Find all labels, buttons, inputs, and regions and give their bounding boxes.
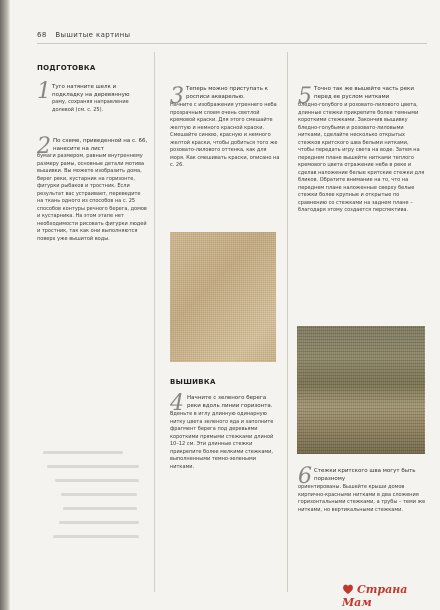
step-5-text: бледно-голубого и розовато-лилового цвета, длинные стежки прикрепите более темными короткими стежками. Закончив вышивку бледно-голубыми и розовато-лиловыми нитками, сделайте несколько открытых стежков критского шва белыми нитками, чтобы передать игру света на воде. Затем на переднем плане вышейте нитками теплого кремового цвета отражение неба в реке и сделав наложение белые критские стежки для бликов. Обратите внимание на то, что на переднем плане наложенные сверху белые стежки более крупные и открытые по сравнению со стежками на заднем плане – благодаря этому создается перспектива. bbox=[298, 102, 425, 213]
step-number-2: 2 bbox=[37, 134, 51, 159]
step-1-lead: Туго натяните шелк и подкладку на деревянную bbox=[52, 84, 130, 98]
step-number-6: 6 bbox=[298, 464, 312, 489]
ghosted-text-block bbox=[37, 445, 145, 555]
step-1-text: раму, сохраняя направление долевой (см. с. 25). bbox=[52, 99, 129, 113]
column-divider-right bbox=[287, 52, 288, 592]
step-4-lead: Начните с зеленого берега реки вдоль линии горизонта. bbox=[187, 395, 273, 409]
step-number-3: 3 bbox=[170, 84, 184, 109]
step-number-5: 5 bbox=[298, 84, 312, 109]
section-title-embroidery: ВЫШИВКА bbox=[170, 378, 216, 386]
step-2-text: бумаги размером, равным внутреннему размеру рамы, основные детали мотива вышивки. Вы можете изобразить дома, берег реки, кустарник на горизонте, фигурки рыбаков и тростник. Если результат вас устраивает, переведите на ткань одного из способов на с. 25 способов контуры речного берега, домов и кустарника. На этом этапе нет необходимости рисовать фигурки людей и тростник, так как они выполняются поверх уже вышитой воды. bbox=[37, 153, 147, 242]
running-head-title: Вышитые картины bbox=[55, 31, 131, 39]
page-number: 68 bbox=[37, 31, 47, 39]
step-3-lead: Теперь можно приступать к росписи акварелью. bbox=[186, 86, 269, 100]
step-3-text: Начните с изображения утреннего неба прозрачным слоем очень светлой кремовой краски. Для этого смешайте желтую и немного красной краски. Смешайте синюю, красную и немного желтой краски, чтобы добиться того же розовато-лилового оттенка, как для моря. Как смешивать краски, описано на с. 26. bbox=[170, 102, 280, 168]
step-2-lead: По схеме, приведенной на с. 66, нанесите на лист bbox=[53, 138, 148, 152]
column-divider-left bbox=[154, 52, 155, 592]
header-divider bbox=[37, 43, 427, 44]
heart-logo-icon bbox=[342, 583, 354, 595]
watermark-text: Страна Мам bbox=[342, 583, 408, 609]
running-head bbox=[37, 31, 130, 39]
step-4-text: Вденьте в иглу длинную одинарную нитку цвета зеленого яда и заполните фрагмент берега под деревьями короткими прямыми стежками длиной 10–12 см. Эти длинные стежки прикрепите более мелкими стежками, выполненными темно-зелеными нитками. bbox=[170, 411, 274, 470]
step-number-1: 1 bbox=[37, 79, 51, 104]
site-watermark bbox=[342, 583, 440, 609]
step-6-lead: Стежки критского шва могут быть поразному bbox=[314, 468, 416, 482]
page-gutter-shadow bbox=[0, 0, 10, 610]
embroidered-river-photo bbox=[297, 326, 425, 454]
step-number-4: 4 bbox=[170, 391, 184, 416]
step-6-text: ориентированы. Вышейте крыши домов кирпично-красными нитками в два сложения горизонтальными стежками, а трубы – теми же нитками, но вертикальными стежками. bbox=[298, 484, 426, 513]
step-5-lead: Точно так же вышейте часть реки перед ее руслом нитками bbox=[314, 86, 414, 100]
watercolor-linen-photo bbox=[170, 232, 276, 362]
section-title-preparation: ПОДГОТОВКА bbox=[37, 64, 96, 72]
